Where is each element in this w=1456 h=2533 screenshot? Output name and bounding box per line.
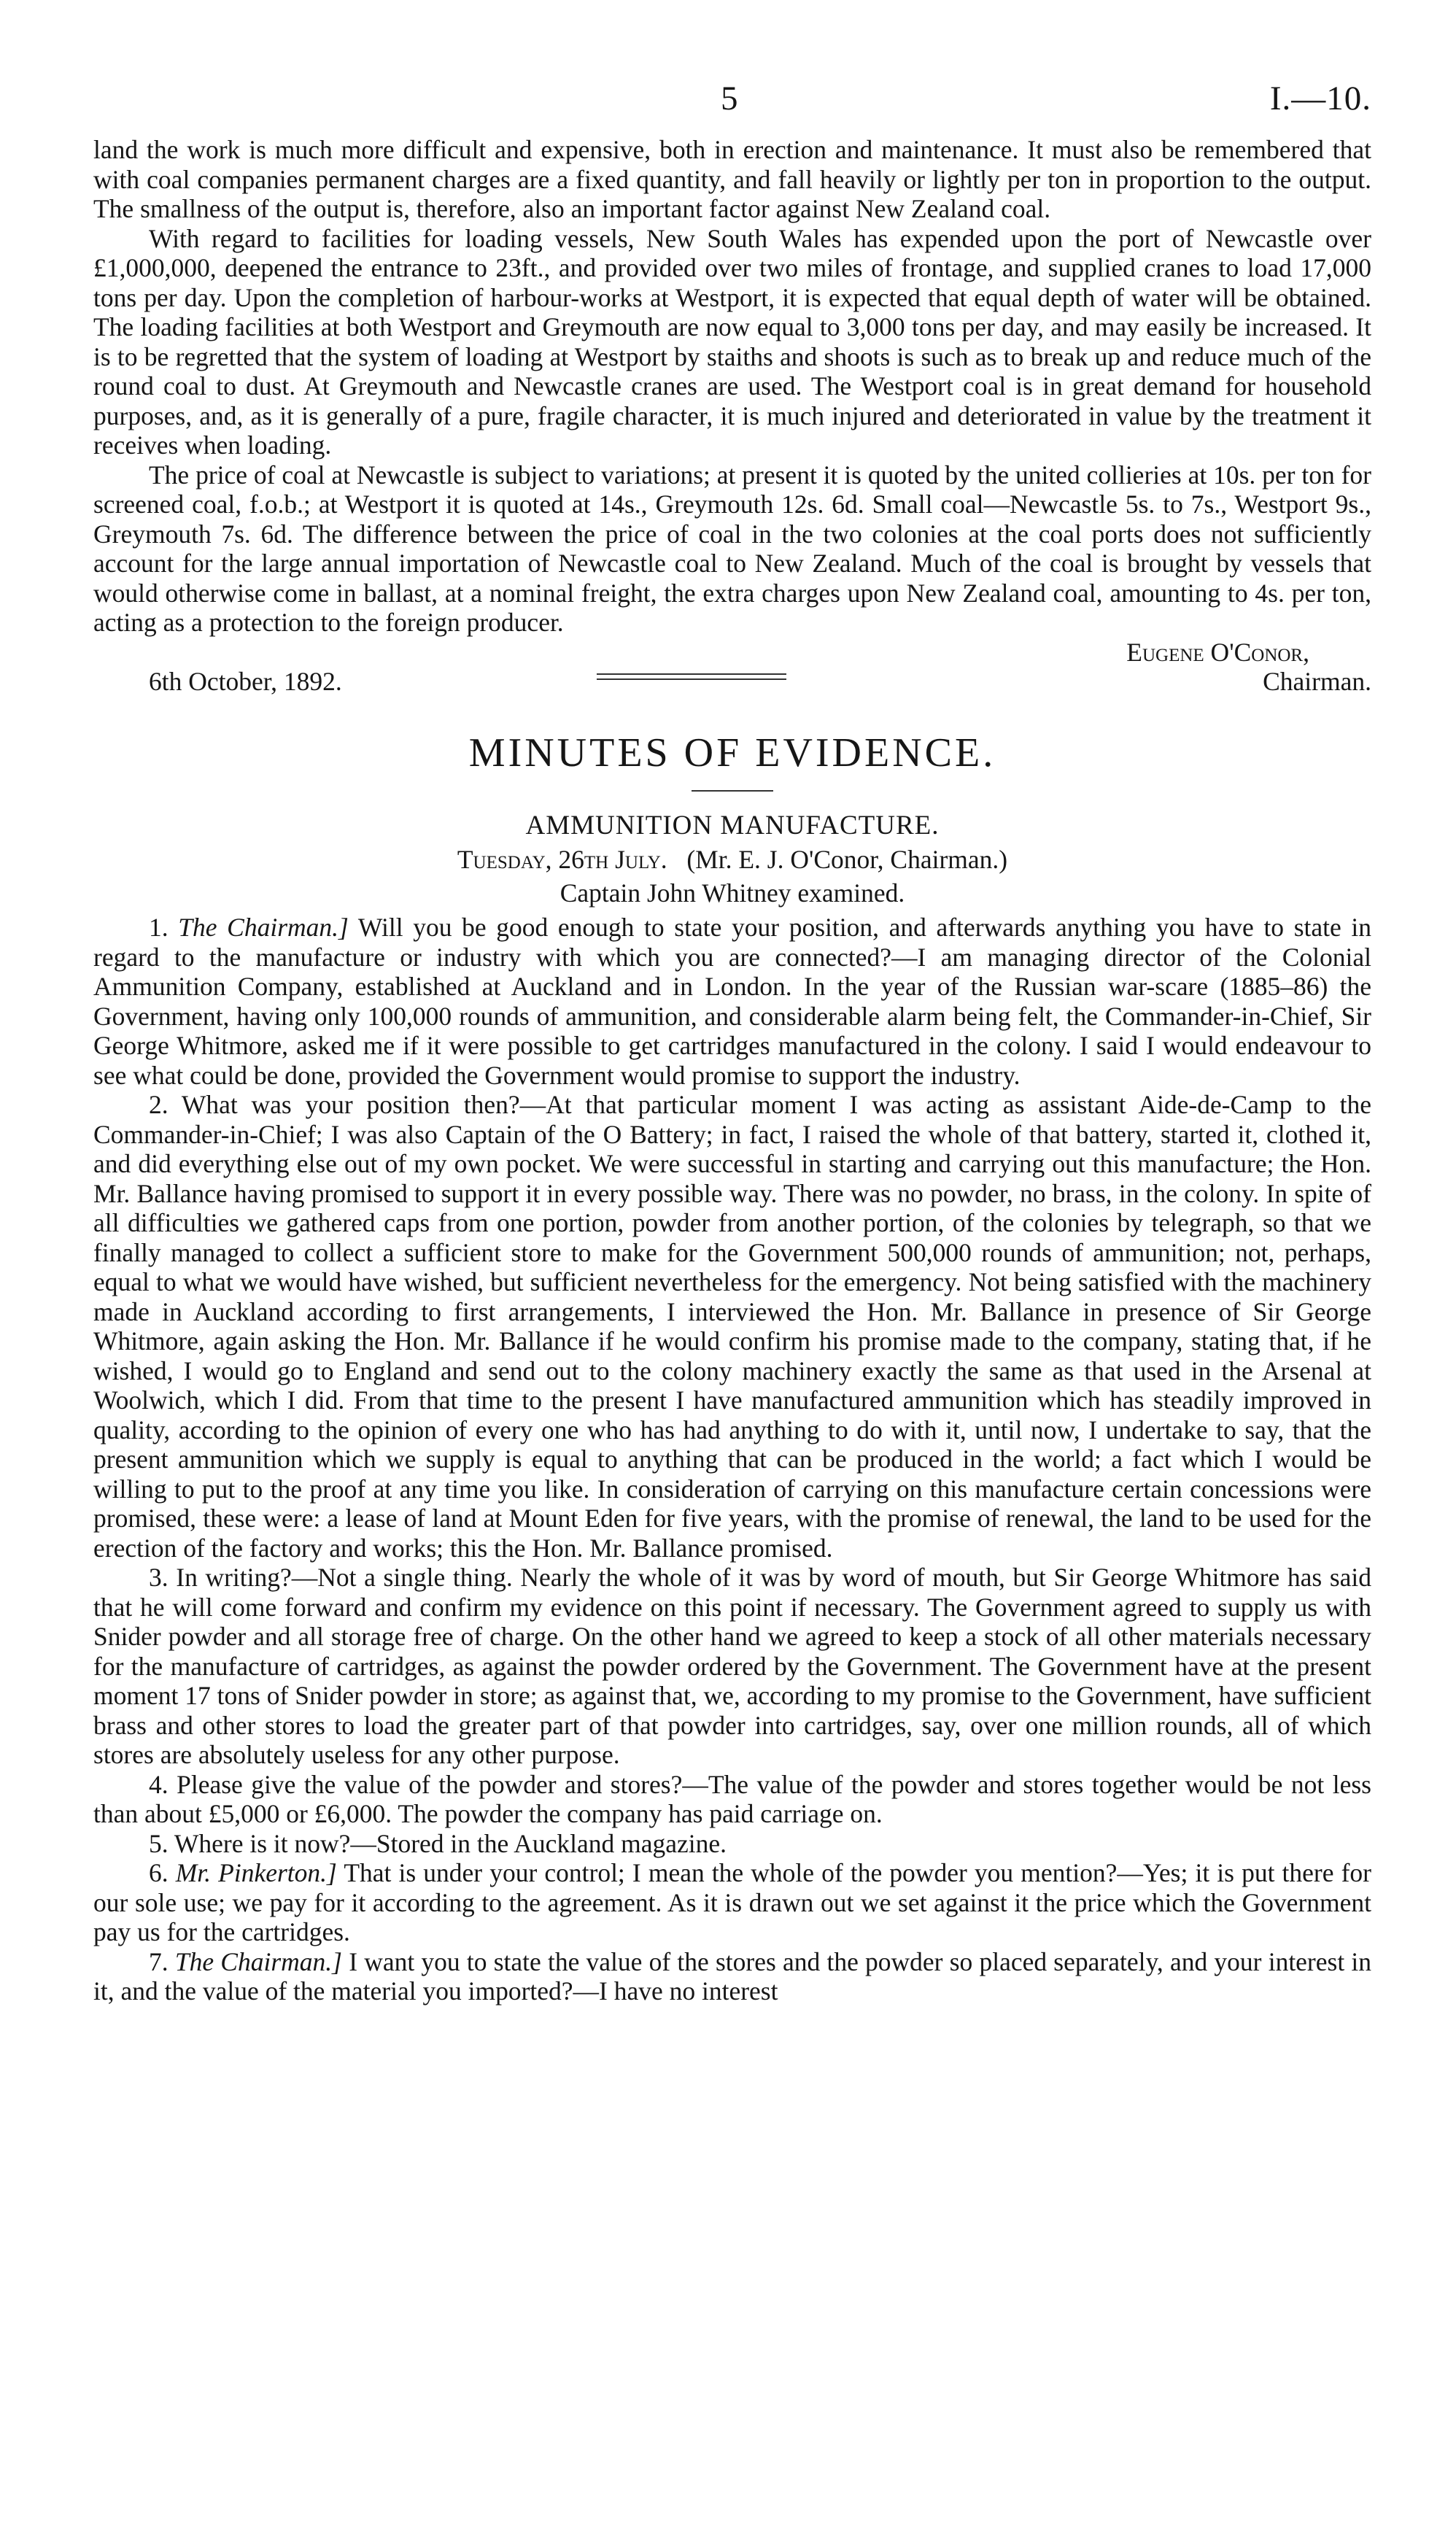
page-number: 5 (721, 80, 738, 117)
question-text: Please give the value of the powder and stores?—The value of the powder and stores together would be not less than about £5,000 or £6,000. The powder the company has paid carriage on. (93, 1769, 1371, 1828)
document-reference: I.—10. (1269, 80, 1371, 117)
report-conclusion (93, 135, 1371, 697)
evidence-questions (93, 913, 1371, 2006)
minutes-subject: AMMUNITION MANUFACTURE. (525, 811, 940, 840)
question-number: 3. (149, 1563, 169, 1592)
session-chair: (Mr. E. J. O'Conor, Chairman.) (686, 845, 1008, 874)
question-speaker: The Chairman.] (178, 913, 349, 942)
report-date: 6th October, 1892. (149, 667, 342, 696)
report-paragraph: land the work is much more difficult and expensive, both in erection and maintenance. It must also be remembered that with coal companies permanent charges are a fixed quantity, and fall heavily or lightly per ton in proportion to the output. The smallness of the output is, therefore, also an important factor against New Zealand coal. (93, 135, 1371, 223)
question-text: Will you be good enough to state your position, and afterwards anything you have to state in regard to the manufacture or industry with which you are connected?—I am managing director of the Colonial Ammunition Company, established at Auckland and in London. In the year of the Russian war-scare (1885–86) the Government, having only 100,000 rounds of ammunition, and considerable alarm being felt, the Commander-in-Chief, Sir George Whitmore, asked me if it were possible to get cartridges manufactured in the colony. I said I would endeavour to see what could be done, provided the Government would promise to support the industry. (93, 913, 1372, 1090)
witness-line: Captain John Whitney examined. (559, 878, 905, 908)
question-paragraph (93, 1090, 1371, 1563)
question-text: That is under your control; I mean the whole of the powder you mention?—Yes; it is put there for our sole use; we pay for it according to the agreement. As it is drawn out we set against it the price which the Government pay us for the cartridges. (93, 1858, 1372, 1946)
report-paragraph: With regard to facilities for loading vessels, New South Wales has expended upon the port of Newcastle over £1,000,000, deepened the entrance to 23ft., and provided over two miles of frontage, and supplied cranes to load 17,000 tons per day. Upon the completion of harbour-works at Westport, it is expected that equal depth of water will be obtained. The loading facilities at both Westport and Greymouth are now equal to 3,000 tons per day, and may easily be increased. It is to be regretted that the system of loading at Westport by staiths and shoots is such as to break up and reduce much of the round coal to dust. At Greymouth and Newcastle cranes are used. The Westport coal is in great demand for household purposes, and, as it is generally of a pure, fragile character, it is much injured and deteriorated in value by the treatment it receives when loading. (93, 223, 1371, 460)
question-text: I want you to state the value of the stores and the powder so placed separately, and your interest in it, and the value of the material you imported?—I have no interest (93, 1946, 1372, 2006)
title-divider (692, 790, 773, 792)
question-number: 1. (149, 913, 169, 942)
question-speaker: Mr. Pinkerton.] (175, 1858, 337, 1887)
session-heading (93, 843, 1371, 876)
question-paragraph (93, 1563, 1371, 1770)
question-paragraph (93, 913, 1371, 1090)
double-divider (597, 673, 786, 680)
signature-date-row (93, 667, 1371, 697)
question-text: In writing?—Not a single thing. Nearly the whole of it was by word of mouth, but Sir George Whitmore has said that he will come forward and confirm my evidence on this point if necessary. The Government agreed to supply us with Snider powder and all storage free of charge. On the other hand we agreed to keep a stock of all other materials necessary for the manufacture of cartridges, as against the powder ordered by the Government. The Government have at the present moment 17 tons of Snider powder in store; as against that, we, according to my promise to the Government, have sufficient brass and other stores to load the greater part of that powder into cartridges, say, over one million rounds, all of which stores are absolutely useless for any other purpose. (93, 1563, 1371, 1769)
question-paragraph (93, 1858, 1371, 1947)
question-number: 2. (149, 1090, 169, 1119)
question-number: 5. (149, 1828, 169, 1858)
page-header (93, 80, 1371, 135)
signatory-role: Chairman. (1263, 667, 1371, 696)
document-page (93, 80, 1372, 2006)
question-paragraph (93, 1829, 1371, 1859)
session-day: Tuesday, 26th July. (457, 845, 667, 874)
question-number: 7. (149, 1946, 169, 1976)
question-speaker: The Chairman.] (174, 1946, 342, 1976)
minutes-title: MINUTES OF EVIDENCE. (468, 730, 996, 776)
question-number: 4. (149, 1769, 169, 1799)
signatory-name: Eugene O'Conor, (1126, 637, 1309, 667)
question-paragraph (93, 1947, 1371, 2006)
question-text: Where is it now?—Stored in the Auckland magazine. (174, 1828, 727, 1858)
question-paragraph (93, 1770, 1371, 1829)
question-text: What was your position then?—At that particular moment I was acting as assistant Aide-de-Camp to the Commander-in-Chief; I was also Captain of the O Battery; in fact, I raised the whole of that battery, started it, clothed it, and did everything else out of my own pocket. We were successful in starting and carrying out this manufacture; the Hon. Mr. Ballance having promised to support it in every possible way. There was no powder, no brass, in the colony. In spite of all difficulties we gathered caps from one portion, powder from another portion, of the colonies by telegraph, so that we finally managed to collect a sufficient store to make for the Government 500,000 rounds of ammunition; not, perhaps, equal to what we would have wished, but sufficient nevertheless for the emergency. Not being satisfied with the machinery made in Auckland according to first arrangements, I interviewed the Hon. Mr. Ballance in presence of Sir George Whitmore, again asking the Hon. Mr. Ballance if he would confirm his promise made to the company, stating that, if he wished, I would go to England and send out to the colony machinery exactly the same as that used in the Arsenal at Woolwich, which I did. From that time to the present I have manufactured ammunition which has steadily improved in quality, according to the opinion of every one who has had anything to do with it, until now, I undertake to say, that the present ammunition which we supply is equal to anything that can be produced in the world; a fact which I would be willing to put to the proof at any time you like. In consideration of carrying on this manufacture certain concessions were promised, these were: a lease of land at Mount Eden for five years, with the promise of renewal, the land to be used for the erection of the factory and works; this the Hon. Mr. Ballance promised. (93, 1090, 1372, 1563)
report-paragraph: The price of coal at Newcastle is subject to variations; at present it is quoted by the united collieries at 10s. per ton for screened coal, f.o.b.; at Westport it is quoted at 14s., Greymouth 12s. 6d. Small coal—Newcastle 5s. to 7s., Westport 9s., Greymouth 7s. 6d. The difference between the price of coal in the two colonies at the coal ports does not sufficiently account for the large annual importation of Newcastle coal to New Zealand. Much of the coal is brought by vessels that would otherwise come in ballast, at a nominal freight, the extra charges upon New Zealand coal, amounting to 4s. per ton, acting as a protection to the foreign producer. (93, 460, 1371, 637)
question-number: 6. (149, 1858, 169, 1887)
